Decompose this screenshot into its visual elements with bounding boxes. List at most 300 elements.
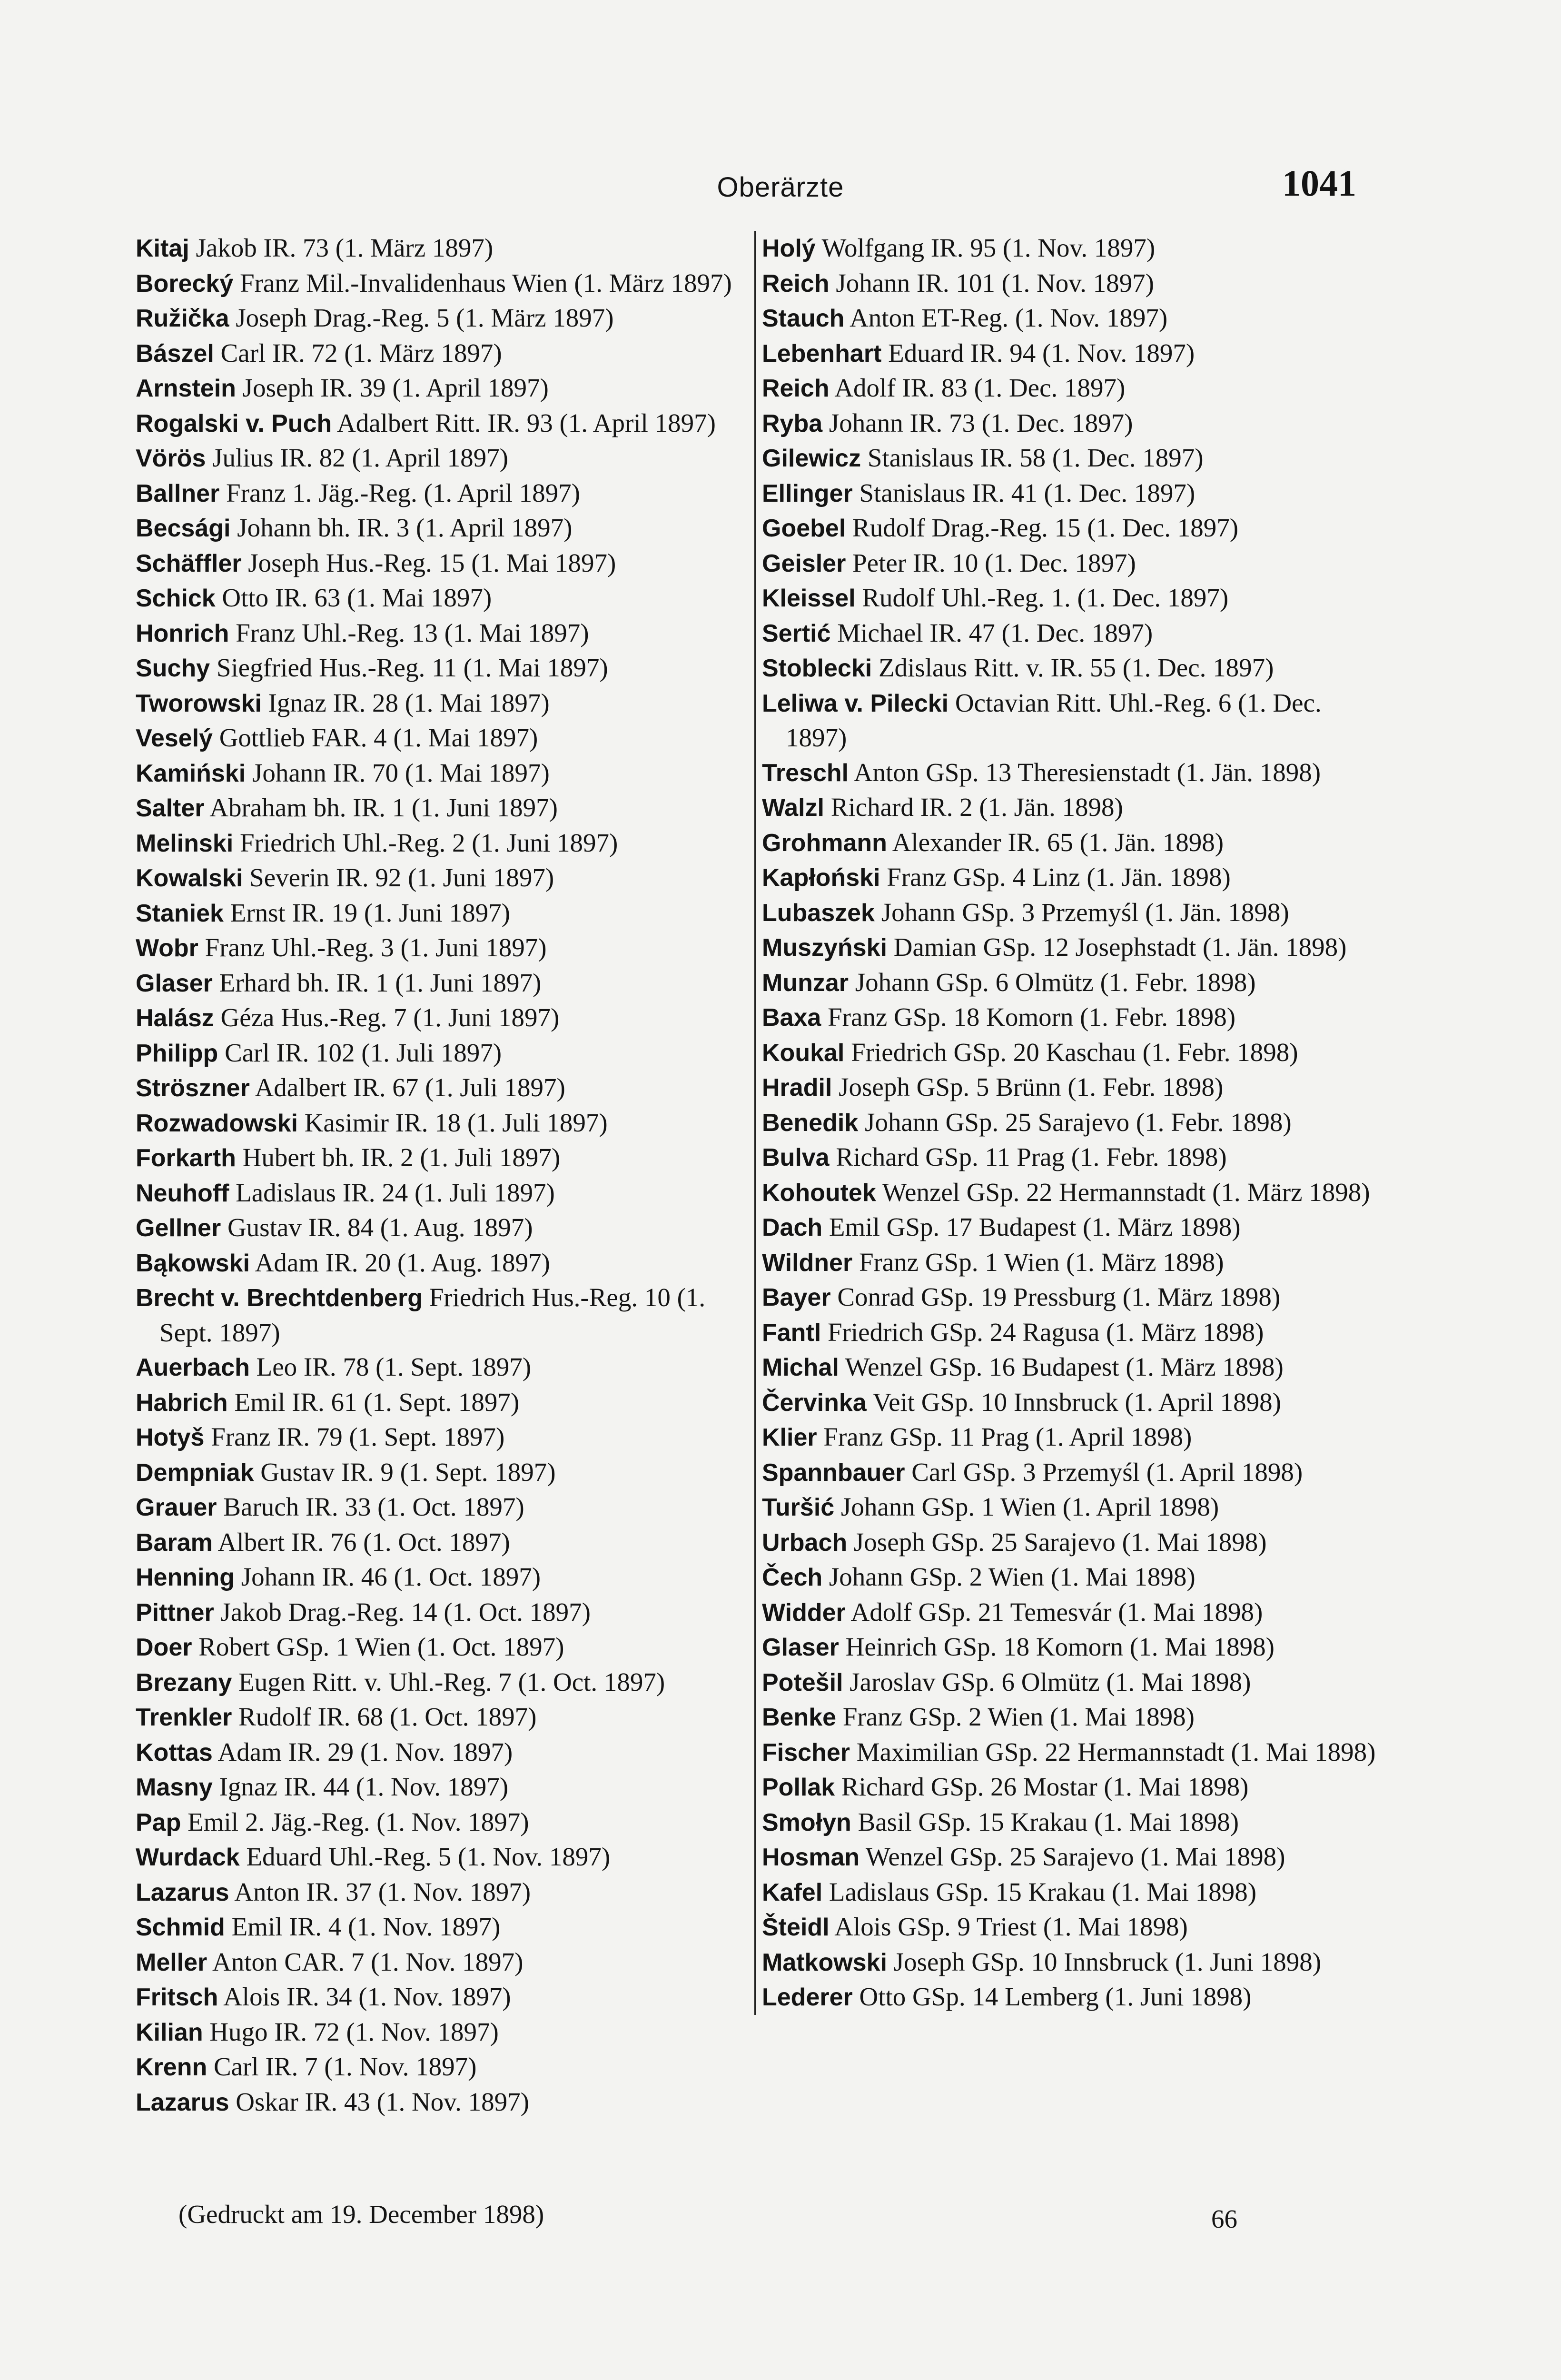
entry-details: Wenzel GSp. 25 Sarajevo (1. Mai 1898) bbox=[860, 1842, 1285, 1871]
entry-details: Albert IR. 76 (1. Oct. 1897) bbox=[212, 1527, 510, 1557]
entry-surname: Koukal bbox=[762, 1039, 845, 1067]
entry-surname: Wildner bbox=[762, 1249, 853, 1277]
entry-details: Emil IR. 4 (1. Nov. 1897) bbox=[225, 1912, 501, 1941]
entry-details: Rudolf Drag.-Reg. 15 (1. Dec. 1897) bbox=[846, 513, 1239, 542]
entry-surname: Krenn bbox=[136, 2053, 207, 2081]
entry-surname: Kowalski bbox=[136, 864, 243, 892]
entry-surname: Wurdack bbox=[136, 1844, 240, 1871]
entry-surname: Dempniak bbox=[136, 1458, 254, 1487]
entry-surname: Habrich bbox=[136, 1388, 228, 1417]
entry-details: Johann GSp. 3 Przemyśl (1. Jän. 1898) bbox=[874, 897, 1289, 927]
list-item bbox=[762, 616, 1376, 651]
entry-surname: Fantl bbox=[762, 1319, 821, 1347]
entry-details: Adalbert Ritt. IR. 93 (1. April 1897) bbox=[332, 408, 716, 437]
entry-details: Anton IR. 37 (1. Nov. 1897) bbox=[229, 1877, 531, 1906]
entry-details: Adam IR. 20 (1. Aug. 1897) bbox=[249, 1248, 550, 1277]
list-item bbox=[762, 1595, 1376, 1630]
entry-details: Adam IR. 29 (1. Nov. 1897) bbox=[212, 1737, 513, 1766]
entry-details: Anton ET-Reg. (1. Nov. 1897) bbox=[844, 303, 1168, 332]
entry-surname: Neuhoff bbox=[136, 1179, 229, 1207]
entry-surname: Wobr bbox=[136, 934, 198, 962]
entry-surname: Kilian bbox=[136, 2018, 203, 2046]
entry-surname: Suchy bbox=[136, 654, 210, 682]
entry-surname: Halász bbox=[136, 1004, 214, 1032]
entry-details: Joseph GSp. 25 Sarajevo (1. Mai 1898) bbox=[847, 1527, 1267, 1557]
entry-surname: Hotyš bbox=[136, 1424, 205, 1451]
entry-details: Ladislaus IR. 24 (1. Juli 1897) bbox=[229, 1178, 555, 1207]
list-item bbox=[136, 1071, 738, 1106]
entry-details: Carl GSp. 3 Przemyśl (1. April 1898) bbox=[905, 1457, 1303, 1487]
list-item bbox=[762, 930, 1376, 965]
list-item bbox=[136, 371, 738, 406]
entry-surname: Lazarus bbox=[136, 1878, 229, 1906]
list-item bbox=[136, 966, 738, 1001]
list-item bbox=[136, 336, 738, 371]
entry-details: Gottlieb FAR. 4 (1. Mai 1897) bbox=[212, 723, 538, 752]
list-item bbox=[762, 511, 1376, 546]
entry-surname: Gellner bbox=[136, 1214, 221, 1242]
entry-details: Alois GSp. 9 Triest (1. Mai 1898) bbox=[829, 1912, 1188, 1941]
entry-details: Joseph IR. 39 (1. April 1897) bbox=[236, 373, 549, 402]
entry-surname: Čech bbox=[762, 1564, 823, 1591]
entry-details: Franz 1. Jäg.-Reg. (1. April 1897) bbox=[219, 478, 580, 507]
entry-surname: Potešil bbox=[762, 1668, 843, 1696]
entry-details: Conrad GSp. 19 Pressburg (1. März 1898) bbox=[830, 1282, 1281, 1311]
entry-details: Robert GSp. 1 Wien (1. Oct. 1897) bbox=[192, 1632, 564, 1661]
list-item bbox=[136, 1210, 738, 1246]
list-item bbox=[762, 1000, 1376, 1035]
entry-details: Rudolf IR. 68 (1. Oct. 1897) bbox=[232, 1702, 537, 1731]
list-item bbox=[136, 896, 738, 931]
entry-surname: Hosman bbox=[762, 1844, 860, 1871]
list-item bbox=[762, 1875, 1376, 1910]
entry-surname: Schmid bbox=[136, 1914, 225, 1941]
list-item bbox=[136, 1735, 738, 1770]
entry-surname: Lederer bbox=[762, 1983, 853, 2011]
entry-details: Franz GSp. 18 Komorn (1. Febr. 1898) bbox=[821, 1002, 1236, 1031]
entry-surname: Benedik bbox=[762, 1109, 859, 1137]
entry-details: Damian GSp. 12 Josephstadt (1. Jän. 1898) bbox=[887, 932, 1347, 962]
entry-surname: Ryba bbox=[762, 409, 823, 437]
entry-surname: Schäffler bbox=[136, 549, 242, 577]
list-item bbox=[136, 1455, 738, 1490]
list-item bbox=[136, 1665, 738, 1700]
list-item bbox=[762, 1385, 1376, 1420]
list-item bbox=[136, 1280, 738, 1350]
entry-details: Johann IR. 70 (1. Mai 1897) bbox=[246, 758, 550, 787]
entry-details: Richard IR. 2 (1. Jän. 1898) bbox=[824, 793, 1123, 822]
list-item bbox=[136, 616, 738, 651]
list-item bbox=[762, 825, 1376, 861]
entry-surname: Klier bbox=[762, 1424, 817, 1451]
list-item bbox=[136, 1385, 738, 1420]
entry-details: Abraham bh. IR. 1 (1. Juni 1897) bbox=[204, 793, 558, 822]
entry-details: Franz IR. 79 (1. Sept. 1897) bbox=[204, 1422, 505, 1451]
entry-surname: Brezany bbox=[136, 1668, 232, 1696]
entry-surname: Widder bbox=[762, 1598, 846, 1626]
print-date-note: (Gedruckt am 19. December 1898) bbox=[178, 2200, 544, 2229]
entry-surname: Goebel bbox=[762, 515, 846, 542]
entry-surname: Rozwadowski bbox=[136, 1109, 298, 1137]
entry-details: Michael IR. 47 (1. Dec. 1897) bbox=[830, 618, 1153, 647]
entry-details: Hugo IR. 72 (1. Nov. 1897) bbox=[203, 2017, 499, 2046]
list-item bbox=[762, 1455, 1376, 1490]
list-item bbox=[762, 1840, 1376, 1875]
entry-details: Carl IR. 7 (1. Nov. 1897) bbox=[207, 2052, 477, 2081]
list-item bbox=[136, 826, 738, 861]
entry-surname: Schick bbox=[136, 585, 216, 612]
list-item bbox=[136, 1490, 738, 1525]
entry-surname: Munzar bbox=[762, 969, 849, 997]
list-item bbox=[136, 2050, 738, 2085]
list-item bbox=[762, 231, 1376, 266]
entry-details: Jaroslav GSp. 6 Olmütz (1. Mai 1898) bbox=[843, 1667, 1251, 1696]
entry-surname: Kafel bbox=[762, 1878, 823, 1906]
entry-details: Veit GSp. 10 Innsbruck (1. April 1898) bbox=[866, 1387, 1281, 1417]
list-item bbox=[762, 1945, 1376, 1980]
entry-surname: Turšić bbox=[762, 1494, 835, 1521]
left-column bbox=[136, 231, 738, 2120]
list-item bbox=[762, 1525, 1376, 1560]
entry-details: Adalbert IR. 67 (1. Juli 1897) bbox=[249, 1073, 565, 1102]
entry-details: Johann IR. 73 (1. Dec. 1897) bbox=[822, 408, 1133, 437]
list-item bbox=[762, 651, 1376, 686]
list-item bbox=[762, 1630, 1376, 1665]
entry-details: Richard GSp. 26 Mostar (1. Mai 1898) bbox=[835, 1772, 1249, 1801]
entry-details: Johann IR. 101 (1. Nov. 1897) bbox=[829, 268, 1154, 298]
entry-details: Richard GSp. 11 Prag (1. Febr. 1898) bbox=[829, 1142, 1227, 1171]
list-item bbox=[136, 406, 738, 441]
entry-surname: Meller bbox=[136, 1948, 207, 1976]
entry-surname: Reich bbox=[762, 269, 830, 298]
entry-surname: Reich bbox=[762, 375, 830, 402]
list-item bbox=[762, 1035, 1376, 1071]
entry-details: Gustav IR. 9 (1. Sept. 1897) bbox=[254, 1457, 556, 1487]
list-item bbox=[762, 1700, 1376, 1735]
page-number: 1041 bbox=[1282, 162, 1356, 204]
list-item bbox=[136, 651, 738, 686]
list-item bbox=[136, 1525, 738, 1560]
entry-surname: Ellinger bbox=[762, 479, 853, 507]
entry-surname: Kapłoński bbox=[762, 864, 880, 892]
list-item bbox=[136, 931, 738, 966]
list-item bbox=[762, 476, 1376, 511]
entry-surname: Holý bbox=[762, 235, 816, 262]
entry-surname: Honrich bbox=[136, 619, 229, 647]
list-item bbox=[136, 861, 738, 896]
entry-details: Rudolf Uhl.-Reg. 1. (1. Dec. 1897) bbox=[855, 583, 1229, 612]
entry-surname: Benke bbox=[762, 1704, 837, 1731]
entry-details: Emil IR. 61 (1. Sept. 1897) bbox=[227, 1387, 520, 1417]
entry-surname: Leliwa v. Pilecki bbox=[762, 689, 949, 717]
list-item bbox=[136, 1350, 738, 1385]
entry-surname: Pittner bbox=[136, 1598, 214, 1626]
entry-surname: Brecht v. Brechtdenberg bbox=[136, 1284, 423, 1312]
entry-details: Jakob IR. 73 (1. März 1897) bbox=[189, 233, 494, 262]
entry-surname: Arnstein bbox=[136, 375, 236, 402]
page-title: Oberärzte bbox=[717, 172, 844, 203]
entry-surname: Smołyn bbox=[762, 1808, 851, 1836]
list-item bbox=[762, 895, 1376, 931]
entry-surname: Forkarth bbox=[136, 1144, 236, 1172]
entry-details: Carl IR. 102 (1. Juli 1897) bbox=[218, 1038, 502, 1067]
list-item bbox=[762, 755, 1376, 791]
entry-details: Johann IR. 46 (1. Oct. 1897) bbox=[234, 1562, 541, 1591]
list-item bbox=[762, 1420, 1376, 1455]
entry-surname: Vörös bbox=[136, 445, 206, 472]
entry-surname: Henning bbox=[136, 1564, 235, 1591]
entry-details: Adolf GSp. 21 Temesvár (1. Mai 1898) bbox=[845, 1597, 1263, 1626]
list-item bbox=[136, 546, 738, 581]
right-column bbox=[754, 231, 1376, 2015]
entry-details: Jakob Drag.-Reg. 14 (1. Oct. 1897) bbox=[214, 1597, 591, 1626]
entry-details: Severin IR. 92 (1. Juni 1897) bbox=[243, 863, 554, 892]
entry-details: Franz GSp. 1 Wien (1. März 1898) bbox=[852, 1247, 1224, 1277]
entry-details: Franz Uhl.-Reg. 13 (1. Mai 1897) bbox=[229, 618, 589, 647]
entry-details: Eugen Ritt. v. Uhl.-Reg. 7 (1. Oct. 1897) bbox=[232, 1667, 665, 1696]
list-item bbox=[136, 2085, 738, 2120]
entry-surname: Kitaj bbox=[136, 235, 189, 262]
entry-details: Friedrich GSp. 24 Ragusa (1. März 1898) bbox=[821, 1317, 1264, 1347]
entry-surname: Trenkler bbox=[136, 1704, 232, 1731]
list-item bbox=[762, 1070, 1376, 1105]
list-item bbox=[136, 511, 738, 546]
list-item bbox=[136, 1875, 738, 1910]
list-item bbox=[762, 1735, 1376, 1770]
list-item bbox=[136, 1630, 738, 1665]
entry-surname: Šteidl bbox=[762, 1914, 830, 1941]
entry-surname: Auerbach bbox=[136, 1354, 250, 1381]
entry-details: Eduard Uhl.-Reg. 5 (1. Nov. 1897) bbox=[239, 1842, 611, 1871]
entry-details: Franz Uhl.-Reg. 3 (1. Juni 1897) bbox=[198, 933, 547, 962]
entry-surname: Walzl bbox=[762, 794, 824, 822]
entry-details: Zdislaus Ritt. v. IR. 55 (1. Dec. 1897) bbox=[872, 653, 1274, 682]
list-item bbox=[136, 1945, 738, 1980]
entry-surname: Gilewicz bbox=[762, 445, 861, 472]
list-item bbox=[136, 686, 738, 721]
list-item bbox=[136, 476, 738, 511]
entry-details: Heinrich GSp. 18 Komorn (1. Mai 1898) bbox=[839, 1632, 1274, 1661]
entry-surname: Grauer bbox=[136, 1494, 217, 1521]
list-item bbox=[762, 1560, 1376, 1595]
entry-surname: Glaser bbox=[136, 969, 213, 997]
entry-details: Stanislaus IR. 41 (1. Dec. 1897) bbox=[852, 478, 1195, 507]
entry-surname: Fritsch bbox=[136, 1983, 218, 2011]
entry-surname: Kleissel bbox=[762, 585, 856, 612]
entry-surname: Fischer bbox=[762, 1738, 850, 1766]
list-item bbox=[762, 860, 1376, 895]
entry-details: Johann GSp. 25 Sarajevo (1. Febr. 1898) bbox=[858, 1107, 1292, 1137]
entry-details: Octavian Ritt. Uhl.-Reg. 6 (1. Dec. 1897) bbox=[786, 688, 1322, 752]
entry-surname: Kottas bbox=[136, 1738, 213, 1766]
entry-details: Johann GSp. 2 Wien (1. Mai 1898) bbox=[822, 1562, 1195, 1591]
entry-surname: Borecký bbox=[136, 269, 234, 298]
entry-details: Gustav IR. 84 (1. Aug. 1897) bbox=[221, 1213, 533, 1242]
entry-details: Baruch IR. 33 (1. Oct. 1897) bbox=[217, 1492, 524, 1521]
entry-details: Géza Hus.-Reg. 7 (1. Juni 1897) bbox=[214, 1003, 560, 1032]
entry-details: Friedrich Hus.-Reg. 10 (1. Sept. 1897) bbox=[159, 1283, 706, 1347]
entry-surname: Ströszner bbox=[136, 1074, 250, 1102]
entry-details: Otto GSp. 14 Lemberg (1. Juni 1898) bbox=[852, 1982, 1252, 2011]
entry-surname: Červinka bbox=[762, 1388, 867, 1417]
list-item bbox=[762, 1490, 1376, 1525]
list-item bbox=[136, 1106, 738, 1141]
entry-surname: Pollak bbox=[762, 1774, 835, 1801]
entry-details: Franz GSp. 11 Prag (1. April 1898) bbox=[817, 1422, 1192, 1451]
entry-details: Ernst IR. 19 (1. Juni 1897) bbox=[223, 898, 510, 927]
entry-surname: Kamiński bbox=[136, 759, 246, 787]
list-item bbox=[136, 1001, 738, 1036]
list-item bbox=[136, 791, 738, 826]
entry-surname: Grohmann bbox=[762, 829, 887, 857]
list-item bbox=[136, 1246, 738, 1281]
entry-details: Leo IR. 78 (1. Sept. 1897) bbox=[249, 1352, 532, 1381]
list-item bbox=[762, 441, 1376, 476]
list-item bbox=[762, 1210, 1376, 1245]
entry-details: Adolf IR. 83 (1. Dec. 1897) bbox=[829, 373, 1126, 402]
entry-surname: Treschl bbox=[762, 759, 849, 787]
entry-surname: Glaser bbox=[762, 1634, 839, 1661]
list-item bbox=[762, 546, 1376, 581]
sheet-signature: 66 bbox=[1211, 2204, 1237, 2233]
list-item bbox=[762, 1105, 1376, 1140]
entry-surname: Philipp bbox=[136, 1039, 218, 1067]
entry-surname: Michal bbox=[762, 1354, 839, 1381]
entry-details: Anton CAR. 7 (1. Nov. 1897) bbox=[207, 1947, 524, 1976]
entry-surname: Dach bbox=[762, 1214, 823, 1241]
list-item bbox=[762, 1350, 1376, 1385]
entry-details: Basil GSp. 15 Krakau (1. Mai 1898) bbox=[851, 1807, 1239, 1836]
list-item bbox=[136, 441, 738, 476]
entry-surname: Masny bbox=[136, 1774, 213, 1801]
entry-surname: Bayer bbox=[762, 1284, 831, 1311]
list-item bbox=[136, 1595, 738, 1630]
entry-details: Carl IR. 72 (1. März 1897) bbox=[214, 338, 502, 367]
entry-details: Joseph GSp. 5 Brünn (1. Febr. 1898) bbox=[832, 1072, 1224, 1101]
entry-surname: Stauch bbox=[762, 305, 845, 332]
list-item bbox=[762, 1245, 1376, 1280]
list-item bbox=[136, 1980, 738, 2015]
entry-details: Alexander IR. 65 (1. Jän. 1898) bbox=[887, 827, 1224, 857]
entry-surname: Ballner bbox=[136, 479, 220, 507]
list-item bbox=[762, 1175, 1376, 1210]
list-item bbox=[136, 1140, 738, 1176]
entry-details: Ladislaus GSp. 15 Krakau (1. Mai 1898) bbox=[822, 1877, 1257, 1906]
entry-details: Joseph Drag.-Reg. 5 (1. März 1897) bbox=[229, 303, 614, 332]
list-item bbox=[762, 1805, 1376, 1840]
list-item bbox=[762, 336, 1376, 371]
entry-surname: Bászel bbox=[136, 339, 214, 367]
entry-surname: Veselý bbox=[136, 724, 213, 752]
list-item bbox=[136, 1805, 738, 1840]
entry-surname: Pap bbox=[136, 1808, 181, 1836]
entry-details: Franz Mil.-Invalidenhaus Wien (1. März 1897) bbox=[233, 268, 732, 298]
entry-details: Maximilian GSp. 22 Hermannstadt (1. Mai 1898) bbox=[850, 1737, 1376, 1766]
list-item bbox=[762, 1910, 1376, 1945]
list-item bbox=[136, 1036, 738, 1071]
entry-surname: Tworowski bbox=[136, 689, 262, 717]
entry-details: Anton GSp. 13 Theresienstadt (1. Jän. 1898) bbox=[849, 757, 1321, 787]
list-item bbox=[136, 721, 738, 756]
list-item bbox=[136, 1840, 738, 1875]
entry-details: Joseph GSp. 10 Innsbruck (1. Juni 1898) bbox=[887, 1947, 1322, 1976]
entry-details: Kasimir IR. 18 (1. Juli 1897) bbox=[297, 1108, 608, 1137]
entry-details: Siegfried Hus.-Reg. 11 (1. Mai 1897) bbox=[210, 653, 608, 682]
entry-details: Alois IR. 34 (1. Nov. 1897) bbox=[218, 1982, 511, 2011]
list-item bbox=[762, 371, 1376, 406]
entry-details: Emil 2. Jäg.-Reg. (1. Nov. 1897) bbox=[181, 1807, 529, 1836]
list-item bbox=[762, 1665, 1376, 1700]
entry-surname: Bąkowski bbox=[136, 1249, 250, 1277]
entry-details: Stanislaus IR. 58 (1. Dec. 1897) bbox=[861, 443, 1204, 472]
entry-surname: Doer bbox=[136, 1634, 192, 1661]
entry-details: Ignaz IR. 28 (1. Mai 1897) bbox=[261, 688, 550, 717]
entry-surname: Lebenhart bbox=[762, 339, 882, 367]
list-item bbox=[762, 1980, 1376, 2015]
entry-surname: Lubaszek bbox=[762, 899, 875, 927]
list-item bbox=[136, 1176, 738, 1211]
entry-details: Franz GSp. 4 Linz (1. Jän. 1898) bbox=[880, 863, 1231, 892]
entry-details: Friedrich GSp. 20 Kaschau (1. Febr. 1898) bbox=[844, 1037, 1298, 1067]
list-item bbox=[136, 1770, 738, 1805]
entry-details: Wenzel GSp. 16 Budapest (1. März 1898) bbox=[839, 1352, 1284, 1381]
list-item bbox=[762, 965, 1376, 1001]
entry-details: Emil GSp. 17 Budapest (1. März 1898) bbox=[822, 1212, 1241, 1241]
entry-surname: Rogalski v. Puch bbox=[136, 409, 332, 437]
list-item bbox=[762, 1315, 1376, 1350]
entry-details: Wolfgang IR. 95 (1. Nov. 1897) bbox=[815, 233, 1156, 262]
entry-surname: Lazarus bbox=[136, 2088, 229, 2116]
list-item bbox=[762, 686, 1376, 755]
entry-surname: Urbach bbox=[762, 1528, 848, 1557]
list-item bbox=[136, 581, 738, 616]
entry-details: Johann GSp. 1 Wien (1. April 1898) bbox=[834, 1492, 1219, 1521]
entry-details: Oskar IR. 43 (1. Nov. 1897) bbox=[229, 2087, 529, 2116]
list-item bbox=[136, 266, 738, 301]
entry-details: Otto IR. 63 (1. Mai 1897) bbox=[215, 583, 492, 612]
list-item bbox=[762, 790, 1376, 825]
list-item bbox=[136, 2015, 738, 2050]
entry-details: Joseph Hus.-Reg. 15 (1. Mai 1897) bbox=[241, 548, 616, 577]
list-item bbox=[762, 1140, 1376, 1175]
entry-details: Johann GSp. 6 Olmütz (1. Febr. 1898) bbox=[849, 967, 1256, 997]
list-item bbox=[762, 1280, 1376, 1315]
entry-surname: Baxa bbox=[762, 1004, 821, 1031]
entry-surname: Staniek bbox=[136, 899, 224, 927]
entry-surname: Spannbauer bbox=[762, 1458, 905, 1487]
entry-details: Ignaz IR. 44 (1. Nov. 1897) bbox=[212, 1772, 509, 1801]
entry-details: Friedrich Uhl.-Reg. 2 (1. Juni 1897) bbox=[233, 828, 618, 857]
entry-surname: Sertić bbox=[762, 619, 831, 647]
list-item bbox=[136, 231, 738, 266]
list-item bbox=[762, 581, 1376, 616]
list-item bbox=[762, 1770, 1376, 1805]
entry-surname: Melinski bbox=[136, 829, 234, 857]
entry-surname: Bulva bbox=[762, 1144, 830, 1171]
entry-surname: Baram bbox=[136, 1528, 213, 1557]
entry-details: Franz GSp. 2 Wien (1. Mai 1898) bbox=[836, 1702, 1195, 1731]
entry-details: Erhard bh. IR. 1 (1. Juni 1897) bbox=[212, 968, 542, 997]
entry-surname: Stoblecki bbox=[762, 654, 872, 682]
entry-surname: Matkowski bbox=[762, 1948, 887, 1976]
entry-surname: Muszyński bbox=[762, 934, 887, 962]
entry-details: Peter IR. 10 (1. Dec. 1897) bbox=[846, 548, 1136, 577]
list-item bbox=[136, 756, 738, 791]
entry-details: Hubert bh. IR. 2 (1. Juli 1897) bbox=[236, 1143, 561, 1172]
list-item bbox=[136, 1910, 738, 1945]
entry-surname: Becsági bbox=[136, 515, 231, 542]
list-item bbox=[762, 301, 1376, 336]
